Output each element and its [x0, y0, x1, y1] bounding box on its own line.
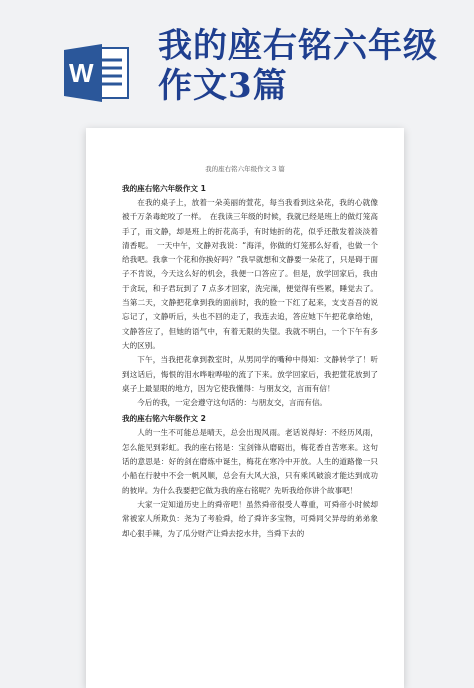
section-2-heading: 我的座右铭六年级作文 2 [122, 414, 206, 424]
document-body [122, 180, 378, 541]
section-1-paragraph-1: 在我的桌子上，放着一朵美丽的萱花，每当我看到这朵花，我的心就像被千万条毒蛇咬了一样。 在我读三年级的时候，我就已经是班上的做灯笼高手了，而文静，却是班上的折花高手，有时她折的花，似乎还散发着淡淡着清香呢。 一天中午，文静对我说：“海洋，你做的灯笼那么好看，也做一个给我吧。我拿一个花和你换好吗？”我早就想和文静要一朵花了，只是碍于面子不肯说，今天这么好的机会，我便一口答应了。但是，放学回家后，我由于贪玩，和子君玩到了 7 点多才回家，洗完澡，便觉得有些累，睡觉去了。当第二天，文静把花拿到我的面前时，我的脸一下红了起来，支支吾吾的说忘记了，文静听后，头也不回的走了，我连去追，答应她下午把花拿给她，文静答应了，但她的语气中，有着无限的失望。我就不明白，一个下午有多大的区别。 [122, 198, 378, 350]
section-1-paragraph-3: 今后的我，一定会遵守这句话的：与朋友交，言而有信。 [137, 398, 328, 408]
word-doc-icon [62, 42, 132, 104]
section-2-paragraph-1: 人的一生不可能总是晴天，总会出现风雨。老话说得好：不经历风雨，怎么能见到彩虹。我的座右铭是：宝剑锋从磨砺出，梅花香自苦寒来。这句话的意思是：好的剑在磨炼中诞生，梅花在寒冷中开放。人生的道路像一只小船在行驶中不会一帆风顺，总会有大风大浪，只有乘风破浪才能达到成功的彼岸。为什么我要把它做为我的座右铭呢？先听我给你讲个故事吧！ [122, 428, 378, 495]
svg-text:W: W [69, 58, 94, 88]
title-line-1: 我的座右铭六年级 [158, 26, 438, 66]
running-head: 我的座右铭六年级作文 3 篇 [205, 165, 285, 173]
title-line-2: 作文3篇 [158, 66, 288, 106]
section-1-heading: 我的座右铭六年级作文 1 [122, 184, 206, 193]
section-2-paragraph-2: 大家一定知道历史上的舜帝吧！虽然舜帝很受人尊重，可舜帝小时候却常被家人所欺负：尧为了考验舜，给了舜许多宝物，可舜同父异母的弟弟象却心狠手辣，为了瓜分财产让舜去挖水井，当舜下去的 [122, 499, 378, 538]
document-page [86, 128, 404, 688]
section-1-paragraph-2: 下午，当我把花拿到教室时，从男同学的嘴种中得知：文静转学了！听到这话后，悔恨的泪水哗啦哗啦的流了下来。放学回家后，我把萱花放到了桌子上最显眼的地方，因为它使我懂得：与朋友交，言而有信！ [122, 355, 378, 393]
document-title [158, 26, 458, 106]
